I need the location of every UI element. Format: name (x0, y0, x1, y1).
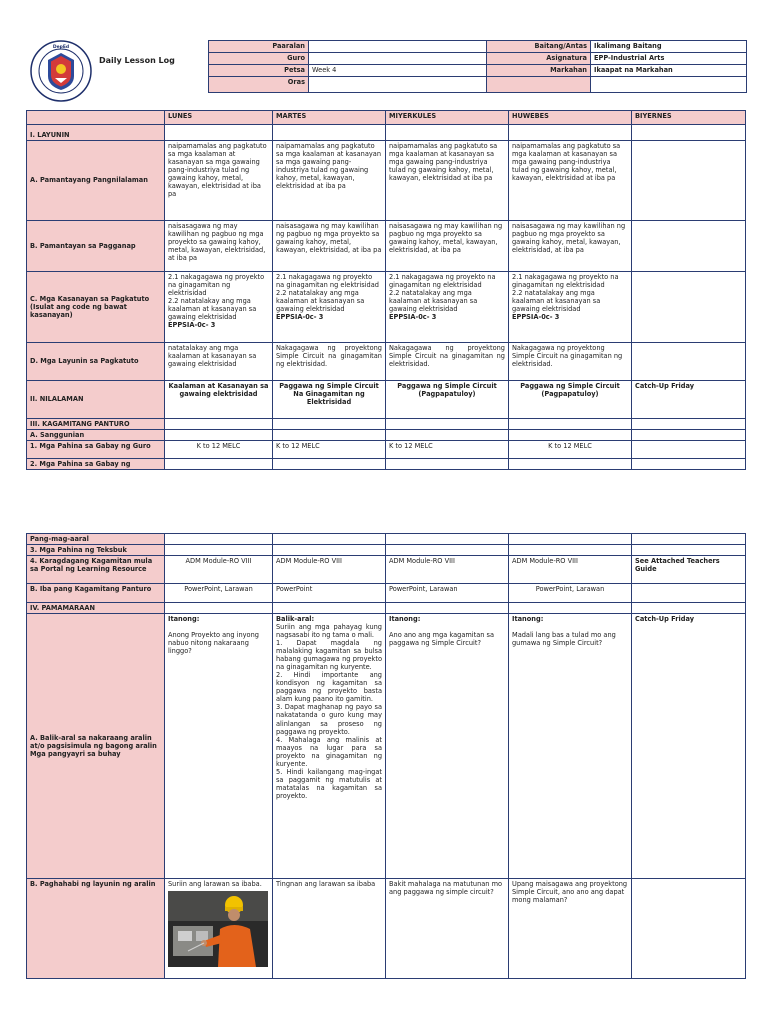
corner-cell (27, 111, 165, 125)
paghahabi-cell: Upang maisagawa ang proyektong Simple Circuit, ano ano ang dapat mong malaman? (509, 879, 632, 979)
row-label-paghahabi: B. Paghahabi ng layunin ng aralin (27, 879, 165, 979)
gabay-guro-cell (632, 441, 746, 459)
paghahabi-cell (165, 879, 273, 979)
gabay-guro-cell: K to 12 MELC (165, 441, 273, 459)
label-markahan: Markahan (487, 65, 591, 77)
karagdagang-cell: ADM Module-RO VIII (273, 556, 386, 584)
value-asignatura: EPP-Industrial Arts (591, 53, 747, 65)
electrician-photo-icon (168, 891, 268, 967)
row-label-pang-mag-aaral: Pang-mag-aaral (27, 534, 165, 545)
nilalaman-cell: Catch-Up Friday (632, 381, 746, 419)
kasanayan-text: 2.1 nakagagawa ng proyekto na ginagamitan ng elektrisidad 2.2 natatalakay ang mga kaalaman at kasanayan sa gawaing elektrisidad (168, 273, 265, 322)
header-info-table (208, 40, 747, 93)
a-pamantayan-cell: naipamamalas ang pagkatuto sa mga kaalaman at kasanayan sa mga gawaing pang-industriya tulad ng gawaing kahoy, metal, kawayan, elektrisidad at iba pa (386, 141, 509, 221)
gabay-guro-cell: K to 12 MELC (509, 441, 632, 459)
c-kasanayan-cell (632, 272, 746, 343)
row-label-d-layunin: D. Mga Layunin sa Pagkatuto (27, 343, 165, 381)
b-pamantayan-cell: naisasagawa ng may kawilihan ng pagbuo ng mga proyekto sa gawaing kahoy, metal, kawayan, elektrisidad, at iba pa (273, 221, 386, 272)
iba-pa-cell: PowerPoint (273, 584, 386, 603)
kasanayan-text: 2.1 nakagagawa ng proyekto na ginagamitan ng elektrisidad 2.2 natatalakay ang mga kaalaman at kasanayan sa gawaing elektrisidad (389, 273, 496, 314)
row-label-c-kasanayan: C. Mga Kasanayan sa Pagkatuto (Isulat ang code ng bawat kasanayan) (27, 272, 165, 343)
nilalaman-cell: Kaalaman at Kasanayan sa gawaing elektrisidad (165, 381, 273, 419)
b-pamantayan-cell: naisasagawa ng may kawilihan ng pagbuo ng mga proyekto sa gawaing kahoy, metal, kawayan, elektrisidad, at iba pa (165, 221, 273, 272)
iba-pa-cell: PowerPoint, Larawan (386, 584, 509, 603)
svg-text:DepEd: DepEd (52, 45, 70, 50)
paghahabi-text: Suriin ang larawan sa ibaba. (168, 880, 262, 889)
value-baitang: Ikalimang Baitang (591, 41, 747, 53)
b-pamantayan-cell: naisasagawa ng may kawilihan ng pagbuo ng mga proyekto sa gawaing kahoy, metal, kawayan, elektrisidad, at iba pa (509, 221, 632, 272)
label-baitang: Baitang/Antas (487, 41, 591, 53)
balik-aral-heading: Itanong: (168, 615, 200, 624)
a-pamantayan-cell (632, 141, 746, 221)
value-paaralan (309, 41, 487, 53)
row-label-karagdagang: 4. Karagdagang Kagamitan mula sa Portal ng Learning Resource (27, 556, 165, 584)
lesson-log-table-part-2 (26, 533, 746, 979)
day-header-miyerkules: MIYERKULES (386, 111, 509, 125)
section-sanggunian: A. Sanggunian (27, 430, 165, 441)
balik-aral-cell (165, 614, 273, 879)
paghahabi-cell: Bakit mahalaga na matutunan mo ang paggawa ng simple circuit? (386, 879, 509, 979)
kasanayan-code: EPPSIA-0c- 3 (276, 313, 324, 322)
balik-aral-heading: Itanong: (389, 615, 421, 624)
balik-aral-text: Ano ano ang mga kagamitan sa paggawa ng Simple Circuit? (389, 631, 495, 648)
label-oras: Oras (209, 77, 309, 93)
balik-aral-cell (273, 614, 386, 879)
gabay-guro-cell: K to 12 MELC (386, 441, 509, 459)
empty-cell (487, 77, 591, 93)
label-asignatura: Asignatura (487, 53, 591, 65)
balik-aral-cell (632, 614, 746, 879)
d-layunin-cell: natatalakay ang mga kaalaman at kasanayan sa gawaing elektrisidad (165, 343, 273, 381)
section-kagamitan: III. KAGAMITANG PANTURO (27, 419, 165, 430)
balik-aral-cell (509, 614, 632, 879)
d-layunin-cell: Nakagagawa ng proyektong Simple Circuit na ginagamitan ng elektrisidad. (386, 343, 509, 381)
gabay-guro-cell: K to 12 MELC (273, 441, 386, 459)
paghahabi-cell (632, 879, 746, 979)
kasanayan-code: EPPSIA-0c- 3 (389, 313, 437, 322)
karagdagang-cell: See Attached Teachers Guide (632, 556, 746, 584)
row-label-gabay-mag-aaral: 2. Mga Pahina sa Gabay ng (27, 459, 165, 470)
row-label-teksbuk: 3. Mga Pahina ng Teksbuk (27, 545, 165, 556)
row-label-balik-aral: A. Balik-aral sa nakaraang aralin at/o pagsisimula ng bagong aralin Mga pangyayri sa buhay (27, 614, 165, 879)
kasanayan-text: 2.1 nakagagawa ng proyekto na ginagamitan ng elektrisidad 2.2 natatalakay ang mga kaalaman at kasanayan sa gawaing elektrisidad (276, 273, 379, 314)
row-label-iba-pa: B. Iba pang Kagamitang Panturo (27, 584, 165, 603)
karagdagang-cell: ADM Module-RO VIII (386, 556, 509, 584)
a-pamantayan-cell: naipamamalas ang pagkatuto sa mga kaalaman at kasanayan sa mga gawaing pang-industriya tulad ng gawaing kahoy, metal, kawayan, elektrisidad at iba pa (509, 141, 632, 221)
c-kasanayan-cell (386, 272, 509, 343)
kasanayan-text: 2.1 nakagagawa ng proyekto na ginagamitan ng elektrisidad 2.2 natatalakay ang mga kaalaman at kasanayan sa gawaing elektrisidad (512, 273, 619, 314)
day-header-lunes: LUNES (165, 111, 273, 125)
value-oras (309, 77, 487, 93)
deped-seal-icon (30, 40, 92, 102)
value-markahan: Ikaapat na Markahan (591, 65, 747, 77)
balik-aral-text: Madali lang bas a tulad mo ang gumawa ng Simple Circuit? (512, 631, 616, 648)
day-header-huwebes: HUWEBES (509, 111, 632, 125)
value-guro (309, 53, 487, 65)
b-pamantayan-cell: naisasagawa ng may kawilihan ng pagbuo ng mga proyekto sa gawaing kahoy, metal, kawayan, elektrisidad, at iba pa (386, 221, 509, 272)
section-nilalaman: II. NILALAMAN (27, 381, 165, 419)
karagdagang-cell: ADM Module-RO VIII (509, 556, 632, 584)
row-label-a-pamantayan: A. Pamantayang Pangnilalaman (27, 141, 165, 221)
a-pamantayan-cell: naipamamalas ang pagkatuto sa mga kaalaman at kasanayan sa mga gawaing pang-industriya tulad ng gawaing kahoy, metal, kawayan, elektrisidad at iba pa (273, 141, 386, 221)
balik-aral-cell (386, 614, 509, 879)
b-pamantayan-cell (632, 221, 746, 272)
iba-pa-cell: PowerPoint, Larawan (165, 584, 273, 603)
karagdagang-cell: ADM Module-RO VIII (165, 556, 273, 584)
balik-aral-heading: Balik-aral: (276, 615, 315, 624)
row-label-gabay-guro: 1. Mga Pahina sa Gabay ng Guro (27, 441, 165, 459)
day-header-martes: MARTES (273, 111, 386, 125)
day-header-biyernes: BIYERNES (632, 111, 746, 125)
section-layunin: I. LAYUNIN (27, 125, 165, 141)
a-pamantayan-cell: naipamamalas ang pagkatuto sa mga kaalaman at kasanayan sa mga gawaing pang-industriya tulad ng gawaing kahoy, metal, kawayan, elektrisidad at iba pa (165, 141, 273, 221)
nilalaman-cell: Paggawa ng Simple Circuit (Pagpapatuloy) (509, 381, 632, 419)
nilalaman-cell: Paggawa ng Simple Circuit Na Ginagamitan ng Elektrisidad (273, 381, 386, 419)
paghahabi-cell: Tingnan ang larawan sa ibaba (273, 879, 386, 979)
balik-aral-text: Anong Proyekto ang inyong nabuo nitong nakaraang linggo? (168, 631, 259, 656)
document-title: Daily Lesson Log (99, 56, 175, 65)
d-layunin-cell (632, 343, 746, 381)
d-layunin-cell: Nakagagawa ng proyektong Simple Circuit na ginagamitan ng elektrisidad. (273, 343, 386, 381)
c-kasanayan-cell (509, 272, 632, 343)
empty-cell (591, 77, 747, 93)
c-kasanayan-cell (165, 272, 273, 343)
row-label-b-pamantayan: B. Pamantayan sa Pagganap (27, 221, 165, 272)
iba-pa-cell (632, 584, 746, 603)
c-kasanayan-cell (273, 272, 386, 343)
balik-aral-heading: Catch-Up Friday (635, 615, 695, 624)
iba-pa-cell: PowerPoint, Larawan (509, 584, 632, 603)
label-guro: Guro (209, 53, 309, 65)
label-petsa: Petsa (209, 65, 309, 77)
d-layunin-cell: Nakagagawa ng proyektong Simple Circuit na ginagamitan ng elektrisidad. (509, 343, 632, 381)
kasanayan-code: EPPSIA-0c- 3 (168, 321, 216, 330)
lesson-log-table-part-1 (26, 110, 746, 470)
balik-aral-text: Suriin ang mga pahayag kung nagsasabi ito ng tama o mali. 1. Dapat magdala ng malalaking kagamitan sa bulsa habang gumagawa ng proyekto na ginagamitan ng kuryente. 2. Hindi importante ang kondisyon ng kagamitan sa paggawa ng proyekto basta alam kung paano ito gamitin. 3. Dapat maghanap ng payo sa nakatatanda o guro kung may alinlangan sa proseso ng paggawa ng proyekto. 4. Mahalaga ang malinis at maayos na lugar para sa proyekto na ginagamitan ng kuryente. 5. Hindi kailangang mag-ingat sa paggamit ng matutulis at matatalas na kagamitan sa proyekto. (276, 623, 382, 800)
section-pamamaraan: IV. PAMAMARAAN (27, 603, 165, 614)
value-petsa: Week 4 (309, 65, 487, 77)
balik-aral-heading: Itanong: (512, 615, 544, 624)
nilalaman-cell: Paggawa ng Simple Circuit (Pagpapatuloy) (386, 381, 509, 419)
kasanayan-code: EPPSIA-0c- 3 (512, 313, 560, 322)
label-paaralan: Paaralan (209, 41, 309, 53)
